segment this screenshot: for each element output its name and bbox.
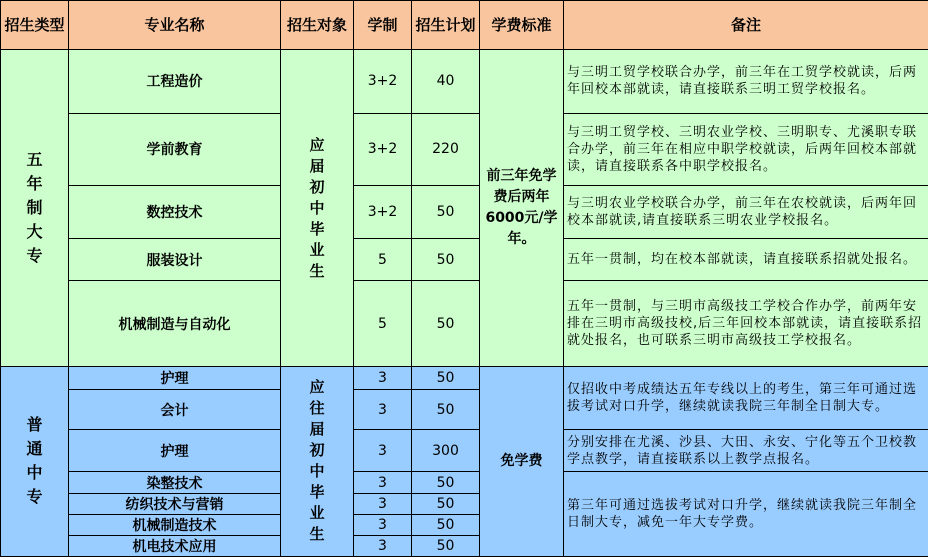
remark-cell: 第三年可通过选拔考试对口升学，继续就读我院三年制全日制大专，减免一年大专学费。 — [564, 472, 928, 557]
header-row — [1, 1, 928, 50]
duration-cell: 3 — [354, 390, 412, 430]
major-cell: 机械制造与自动化 — [69, 281, 281, 366]
plan-cell: 220 — [412, 113, 480, 185]
table-row — [1, 366, 928, 389]
major-cell: 纺织技术与营销 — [69, 493, 281, 514]
major-cell: 学前教育 — [69, 113, 281, 185]
duration-cell: 5 — [354, 281, 412, 366]
table-row — [1, 472, 928, 493]
table-row — [1, 430, 928, 472]
duration-cell: 3 — [354, 430, 412, 472]
duration-cell: 3+2 — [354, 113, 412, 185]
plan-cell: 50 — [412, 535, 480, 556]
duration-cell: 5 — [354, 239, 412, 281]
header-type: 招生类型 — [1, 1, 69, 50]
header-duration: 学制 — [354, 1, 412, 50]
remark-cell: 与三明工贸学校、三明农业学校、三明职专、尤溪职专联合办学，前三年在相应中职学校就读，后两年回校本部就读，请直接联系各中职学校报名。 — [564, 113, 928, 185]
duration-cell: 3 — [354, 366, 412, 389]
plan-cell: 50 — [412, 239, 480, 281]
major-cell: 工程造价 — [69, 50, 281, 113]
plan-cell: 50 — [412, 493, 480, 514]
remark-cell: 与三明工贸学校联合办学，前三年在工贸学校就读，后两年回校本部就读，请直接联系三明工贸学校报名。 — [564, 50, 928, 113]
type-cell-secondary — [1, 366, 69, 556]
plan-cell: 50 — [412, 366, 480, 389]
type-label: 五年制大专 — [26, 150, 43, 266]
duration-cell: 3 — [354, 535, 412, 556]
header-fee: 学费标准 — [480, 1, 564, 50]
fee-cell-secondary: 免学费 — [480, 366, 564, 556]
major-cell: 护理 — [69, 430, 281, 472]
duration-cell: 3+2 — [354, 50, 412, 113]
table-row — [1, 185, 928, 238]
table-row — [1, 113, 928, 185]
header-plan: 招生计划 — [412, 1, 480, 50]
target-cell-secondary — [281, 366, 354, 556]
remark-cell: 五年一贯制，均在校本部就读，请直接联系招就处报名。 — [564, 239, 928, 281]
plan-cell: 50 — [412, 185, 480, 238]
type-cell-five-year — [1, 50, 69, 367]
header-major: 专业名称 — [69, 1, 281, 50]
header-target: 招生对象 — [281, 1, 354, 50]
plan-cell: 40 — [412, 50, 480, 113]
target-cell-five-year — [281, 50, 354, 367]
target-label: 应届初中毕业生 — [309, 135, 325, 280]
major-cell: 机械制造技术 — [69, 514, 281, 535]
plan-cell: 50 — [412, 281, 480, 366]
major-cell: 会计 — [69, 390, 281, 430]
table-row — [1, 50, 928, 113]
target-label: 应往届初中毕业生 — [309, 378, 325, 544]
remark-cell: 仅招收中考成绩达五年专线以上的考生，第三年可通过选拔考试对口升学，继续就读我院三年制全日制大专。 — [564, 366, 928, 429]
table-row — [1, 239, 928, 281]
major-cell: 机电技术应用 — [69, 535, 281, 556]
major-cell: 护理 — [69, 366, 281, 389]
major-cell: 染整技术 — [69, 472, 281, 493]
plan-cell: 300 — [412, 430, 480, 472]
remark-cell: 与三明农业学校联合办学，前三年在农校就读，后两年回校本部就读,请直接联系三明农业学校报名。 — [564, 185, 928, 238]
duration-cell: 3 — [354, 472, 412, 493]
remark-cell: 五年一贯制，与三明市高级技工学校合作办学，前两年安排在三明市高级技校,后三年回校本部就读，请直接联系招就处报名，也可联系三明市高级技工学校报名。 — [564, 281, 928, 366]
plan-cell: 50 — [412, 514, 480, 535]
plan-cell: 50 — [412, 472, 480, 493]
duration-cell: 3+2 — [354, 185, 412, 238]
remark-cell: 分别安排在尤溪、沙县、大田、永安、宁化等五个卫校教学点教学，请直接联系以上教学点报名。 — [564, 430, 928, 472]
major-cell: 服装设计 — [69, 239, 281, 281]
fee-cell-five-year: 前三年免学费后两年6000元/学年。 — [480, 50, 564, 367]
duration-cell: 3 — [354, 493, 412, 514]
type-label: 普通中专 — [26, 415, 43, 507]
plan-cell: 50 — [412, 390, 480, 430]
table-row — [1, 281, 928, 366]
major-cell: 数控技术 — [69, 185, 281, 238]
header-remark: 备注 — [564, 1, 928, 50]
duration-cell: 3 — [354, 514, 412, 535]
